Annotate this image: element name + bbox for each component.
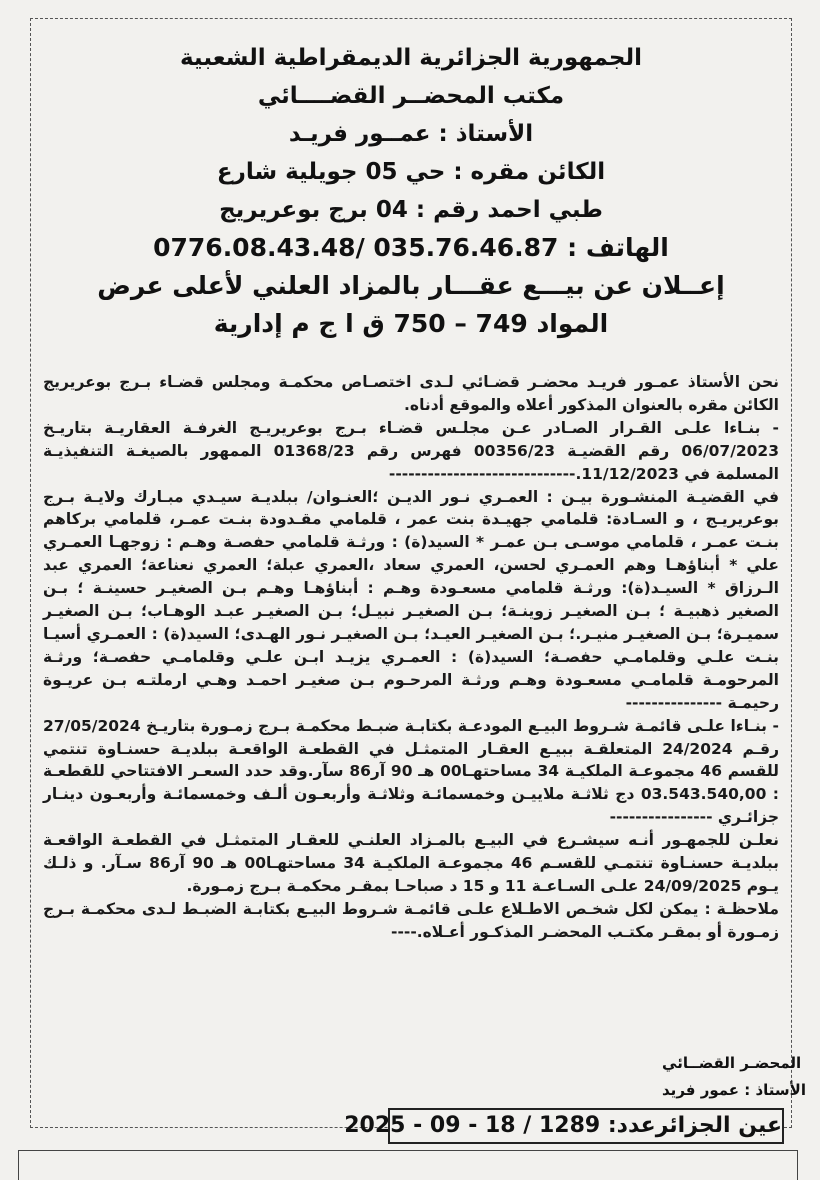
publication-reference: عين الجزائرعدد: 1289 / 18 - 09 - 2025 [388,1108,784,1144]
auction-notice-paragraph: نعلـن للجمهـور أنـه سيشـرع في البيـع بالمـزاد العلنـي للعقـار المتمثـل في القطعـة الواقعـة ببلديـة حسنـاوة تنتمـي للقسـم 46 مجموعـة الملكيـة 34 مساحتهـا00 هـ 90 آر86 سـآر. و ذلـك يـوم 24/09/2025 علـى السـاعـة 11 و 15 د صباحـا بمقـر محكمـة بـرج زمـورة. [43,831,779,895]
phone-numbers: الهاتف : 035.76.46.87 /0776.08.43.48 [153,233,669,262]
bailiff-name: الأستاذ : عمــور فريـد [288,121,534,147]
intro-paragraph: نحن الأستاذ عمـور فريـد محضـر قضـائي لـدى اختصـاص محكمـة ومجلس قضـاء بـرج بوعريريج الكائن مقره بالعنوان المذكور أعلاه والموقع أدناه. [43,373,779,414]
sale-conditions-paragraph: - بنـاءا علـى قائمـة شـروط البيـع المودعـة بكتابـة ضبـط محكمـة بـرج زمـورة بتاريـخ 27/05/2024 رقـم 24/2024 المتعلقـة ببيـع العقـار المتمثـل في القطعـة الواقعـة ببلديـة حسنـاوة تنتمي للقسم 46 مجموعـة الملكيـة 34 مساحتهـا00 هـ 90 آر86 سآر.وقد حدد السعـر الافتتاحي للقطعـة : 03.543.540,00 دج ثلاثـة ملاييـن وخمسمائـة وثلاثـة وأربعـون ألـف وخمسمائـة وأربعـون دينـار جزائـري ---------------- [43,716,780,827]
parties-paragraph: في القضيـة المنشـورة بيـن : العمـري نـور الديـن ؛العنـوان/ ببلديـة سيـدي مبـارك ولايـة بـرج بوعريريـج ، و السـادة: قلمامي جهيـدة بنت عمر ، قلمامي مقـدودة بنـت عمـر، قلمامي بركاهم بنـت عمـر ، قلمامي موسـى بـن عمـر * السيد(ة) : ورثـة قلمامي حفصـة وهـم : زوجهـا العمـري علي * أبناؤهـا وهم العمـري لحسن، العمري سعاد ،العمري عبلة؛ العمري نعناعة؛ العمري عبد الـرزاق * السيـد(ة): ورثـة قلمامي مسعـودة وهـم : أبناؤهـا وهـم بـن الصغيـر حسينـة ؛ بـن الصغير ذهبيـة ؛ بـن الصغيـر زوينـة؛ بـن الصغيـر نبيـل؛ بـن الصغيـر عبـد الوهـاب؛ بـن الصغيـر سميـرة؛ بـن الصغيـر منيـر.؛ بـن الصغيـر العيـد؛ بـن الصغيـر نـور الهـدى؛ السيد(ة) : العمـري أسيـا بنـت علـي وقلمامـي حفصـة؛ السيد(ة) : العمـري يزيـد ابـن علـي وقلمامـي حفصـة؛ ورثـة المرحومـة قلمامـي مسعـودة وهـم ورثـة المرحـوم بـن صغيـر احمـد وهـي ارملتـه بـن عريـوة رحيمـة --------------- [43,487,779,712]
republic-title: الجمهورية الجزائرية الديمقراطية الشعبية [179,45,643,71]
office-address-line1: الكائن مقره : حي 05 جويلية شارع [216,159,606,185]
note-paragraph: ملاحظـة : يمكن لكل شخـص الاطـلاع علـى قائمـة شـروط البيـع بكتابـة الضبـط لـدى محكمـة بـرج زمـورة أو بمقـر مكتـب المحضـر المذكـور أعـلاه.---- [43,899,779,941]
announcement-frame [30,18,792,1128]
signature-title: المحضـر القضــائي [662,1054,802,1072]
announcement-header [31,19,791,343]
next-article-frame [18,1150,798,1180]
signature-block [662,1050,806,1104]
legal-articles: المواد 749 – 750 ق ا ج م إدارية [213,309,609,338]
office-address-line2: طبي احمد رقم : 04 برج بوعريريج [219,197,603,223]
office-title: مكتب المحضــر القضــــائي [257,83,565,109]
court-decision-paragraph: - بنـاءا علـى القـرار الصـادر عـن مجلـس قضـاء بـرج بوعريريـج الغرفـة العقاريـة بتاريـخ 06/07/2023 رقم القضيـة 00356/23 فهرس رقم 01368/23 الممهور بالصيغـة التنفيذيـة المسلمة في 11/12/2023.----------------------------- [43,418,779,483]
announcement-title: إعــلان عن بيـــع عقـــار بالمزاد العلني لأعلى عرض [97,271,725,300]
announcement-body [43,371,779,944]
signature-name: الأستاذ : عمور فريد [662,1081,806,1099]
